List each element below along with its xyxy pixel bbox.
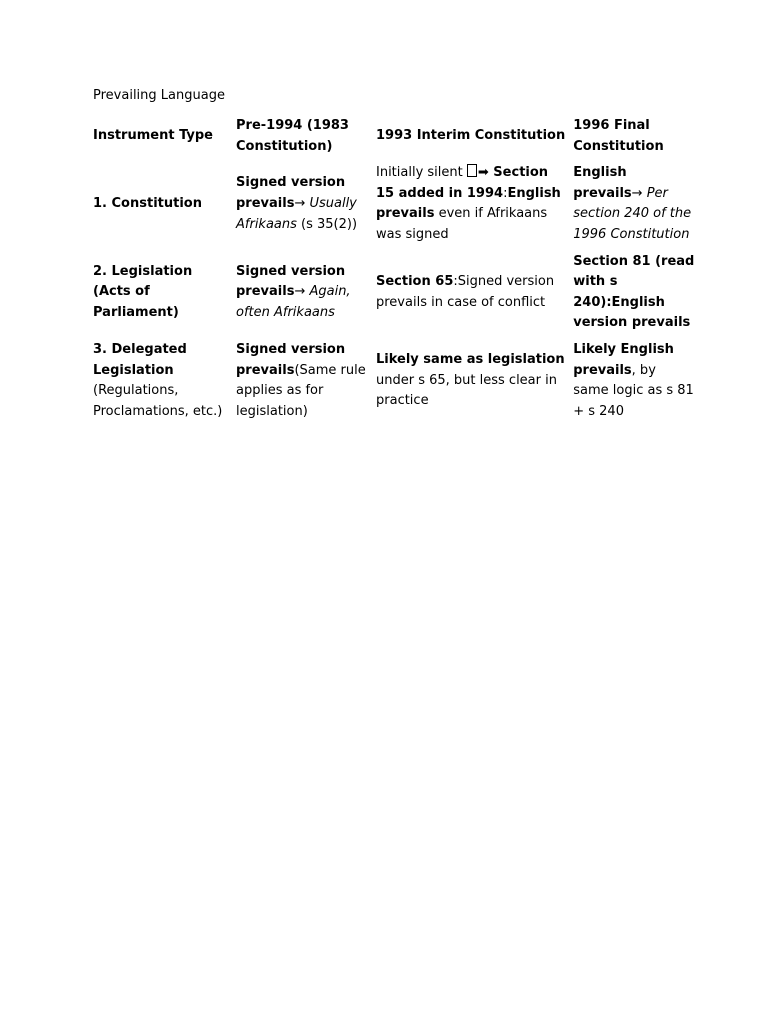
cell-text: under s 65, but less clear in practice: [376, 372, 557, 409]
right-arrow-glyph: →: [294, 284, 310, 300]
cell-bold-text: Section 81 (read with s 240): [573, 253, 695, 310]
cell-bold-text: English prevails: [573, 165, 632, 201]
header-instrument-type: Instrument Type: [93, 128, 213, 144]
cell-bold-text: Section 15 added in 1994: [376, 165, 549, 201]
prevailing-language-table: [88, 113, 698, 425]
table-row: [88, 160, 698, 248]
cell-italic-text: Usually Afrikaans: [236, 196, 357, 232]
row-delegated-1996: [568, 337, 698, 425]
cell-text: (Same rule applies as for legislation): [236, 362, 366, 419]
row-legislation-pre-1994: [231, 249, 371, 337]
row-delegated-pre-1994: [231, 337, 371, 425]
row-constitution-pre-1994: [231, 160, 371, 248]
cell-bold-text: Likely same as legislation: [376, 352, 565, 368]
row-constitution-type: 1. Constitution: [93, 196, 202, 212]
cell-italic-text: Per section 240 of the 1996 Constitution: [573, 185, 692, 242]
header-1996-final: 1996 Final Constitution: [573, 118, 664, 154]
cell-text: (s 35(2)): [296, 216, 358, 232]
right-arrow-glyph: →: [631, 185, 647, 201]
cell-bold-text: English prevails: [376, 185, 561, 222]
cell-text: :: [606, 294, 612, 310]
row-legislation-type: 2. Legislation (Acts of Parliament): [93, 263, 193, 321]
cell-text: , by same logic as s 81 + s 240: [573, 362, 694, 419]
missing-glyph-box-icon: [467, 164, 477, 177]
document-title: Prevailing Language: [93, 88, 225, 103]
row-legislation-1993: [371, 249, 568, 337]
table-row: [88, 249, 698, 337]
cell-bold-text: 3. Delegated Legislation: [93, 341, 187, 378]
cell-text: even if Afrikaans was signed: [376, 206, 548, 242]
right-arrow-glyph: →: [294, 196, 310, 212]
cell-bold-text: Likely English prevails: [573, 341, 674, 378]
cell-bold-text: Signed version prevails: [236, 175, 346, 212]
header-pre-1994: Pre-1994 (1983 Constitution): [236, 118, 349, 154]
cell-text: (Regulations, Proclamations, etc.): [93, 383, 223, 419]
cell-bold-text: Section 65: [376, 274, 454, 290]
cell-italic-text: Again, often Afrikaans: [236, 284, 351, 321]
row-constitution-1993: [371, 160, 568, 248]
row-constitution-1996: [568, 160, 698, 248]
cell-bold-text: Signed version prevails: [236, 341, 346, 378]
row-legislation-1996: [568, 249, 698, 337]
cell-text: :Signed version prevails in case of conflict: [376, 274, 555, 310]
cell-bold-text: Signed version prevails: [236, 263, 346, 300]
table-row: [88, 337, 698, 425]
cell-text: Initially silent: [376, 165, 467, 181]
cell-text: :: [503, 185, 508, 201]
cell-bold-text: English version prevails: [573, 294, 691, 331]
header-1993-interim: 1993 Interim Constitution: [376, 128, 566, 144]
heavy-right-arrow-icon: ➡: [477, 165, 489, 181]
row-delegated-type: [88, 337, 231, 425]
table-header-row: [88, 113, 698, 160]
row-delegated-1993: [371, 337, 568, 425]
